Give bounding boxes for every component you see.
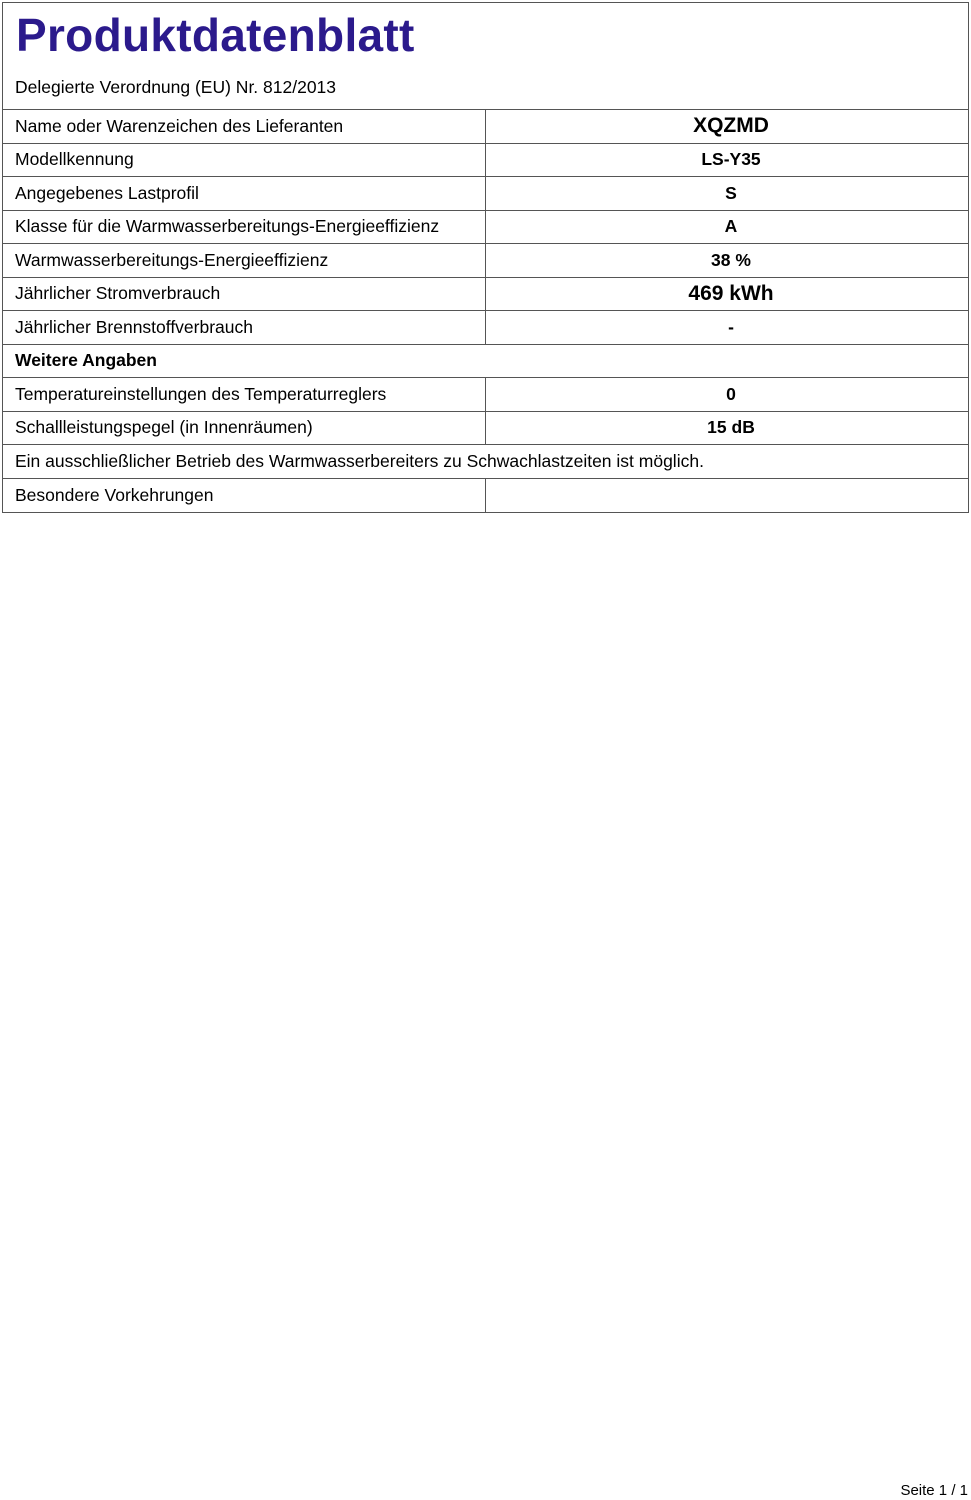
datasheet-table bbox=[2, 2, 969, 513]
row-value: 15 dB bbox=[707, 417, 755, 438]
off-peak-note: Ein ausschließlicher Betrieb des Warmwasserbereiters zu Schwachlastzeiten ist möglich. bbox=[15, 450, 704, 471]
row-label: Modellkennung bbox=[3, 144, 486, 177]
row-label: Klasse für die Warmwasserbereitungs-Energieeffizienz bbox=[3, 211, 486, 244]
table-row-sound bbox=[3, 412, 968, 446]
row-value: XQZMD bbox=[693, 114, 769, 138]
page-title: Produktdatenblatt bbox=[16, 9, 415, 61]
table-row-electricity bbox=[3, 278, 968, 312]
row-value: 0 bbox=[726, 383, 736, 404]
section-heading: Weitere Angaben bbox=[15, 350, 157, 371]
page-number: Seite 1 / 1 bbox=[900, 1482, 968, 1499]
row-label: Schallleistungspegel (in Innenräumen) bbox=[3, 412, 486, 445]
table-row-load-profile bbox=[3, 177, 968, 211]
row-value bbox=[486, 479, 968, 513]
table-row-fuel bbox=[3, 311, 968, 345]
table-row-efficiency bbox=[3, 244, 968, 278]
row-value: 38 % bbox=[711, 249, 751, 270]
row-label: Angegebenes Lastprofil bbox=[3, 177, 486, 210]
row-label: Warmwasserbereitungs-Energieeffizienz bbox=[3, 244, 486, 277]
row-value: 469 kWh bbox=[688, 281, 774, 305]
row-value: LS-Y35 bbox=[701, 149, 761, 170]
table-row-supplier bbox=[3, 110, 968, 144]
row-value: S bbox=[725, 182, 737, 203]
row-label: Jährlicher Stromverbrauch bbox=[3, 278, 486, 311]
table-row-precautions bbox=[3, 479, 968, 513]
table-row-efficiency-class bbox=[3, 211, 968, 245]
row-label: Jährlicher Brennstoffverbrauch bbox=[3, 311, 486, 344]
table-row-thermostat bbox=[3, 378, 968, 412]
row-label: Besondere Vorkehrungen bbox=[3, 479, 486, 513]
note-row bbox=[3, 445, 968, 479]
table-row-model bbox=[3, 144, 968, 178]
section-heading-row bbox=[3, 345, 968, 379]
row-value: - bbox=[728, 316, 734, 337]
regulation-subtitle: Delegierte Verordnung (EU) Nr. 812/2013 bbox=[15, 77, 337, 97]
row-label: Name oder Warenzeichen des Lieferanten bbox=[3, 110, 486, 143]
datasheet-header bbox=[3, 3, 968, 110]
row-label: Temperatureinstellungen des Temperaturreglers bbox=[3, 378, 486, 411]
row-value: A bbox=[724, 216, 738, 237]
